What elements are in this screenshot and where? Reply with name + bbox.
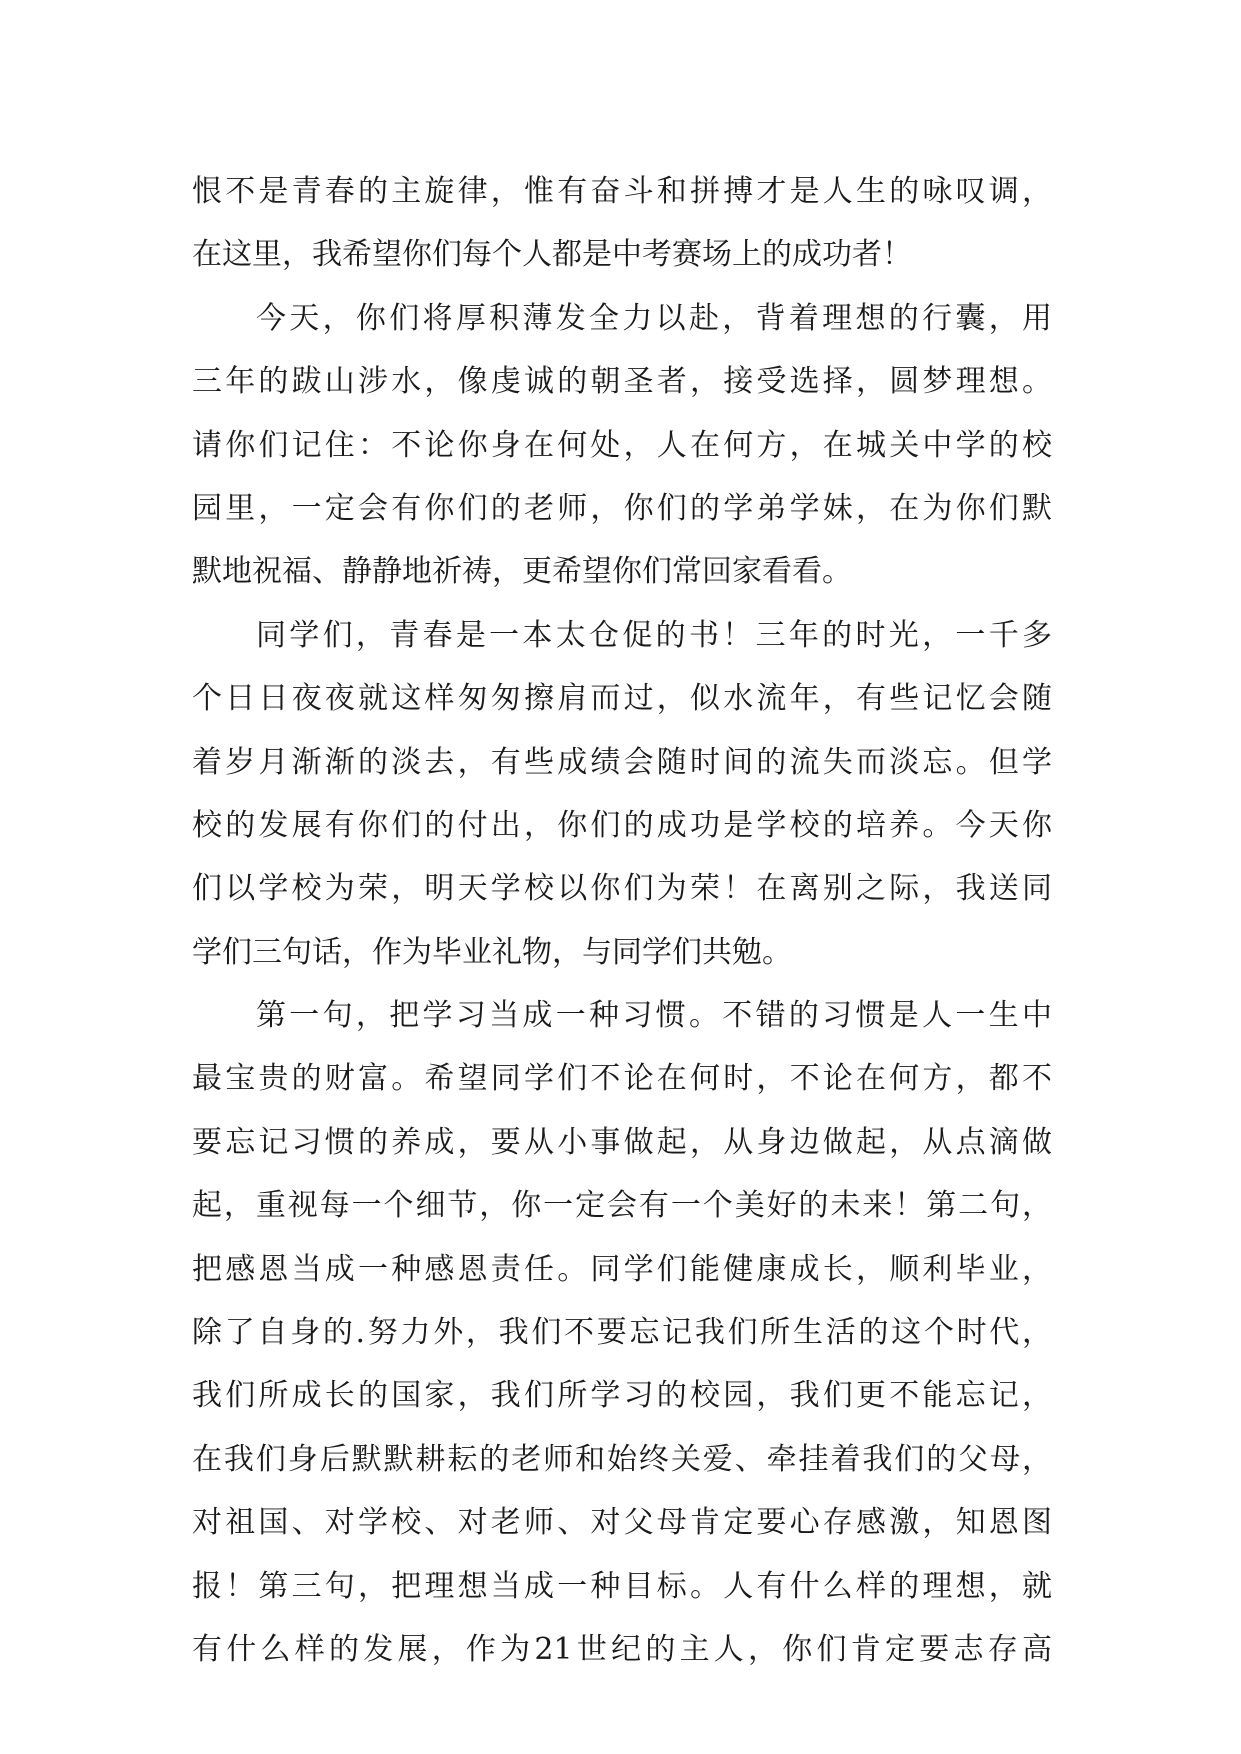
text-line: 要忘记习惯的养成，要从小事做起，从身边做起，从点滴做	[192, 1124, 1052, 1160]
text-line: 园里，一定会有你们的老师，你们的学弟学妹，在为你们默	[192, 490, 1052, 526]
text-line: 个日日夜夜就这样匆匆擦肩而过，似水流年，有些记忆会随	[192, 681, 1052, 717]
text-line: 恨不是青春的主旋律，惟有奋斗和拼搏才是人生的咏叹调，	[192, 174, 1052, 209]
text-line: 在这里，我希望你们每个人都是中考赛场上的成功者！	[192, 237, 912, 273]
document-body	[192, 160, 1052, 1681]
text-line: 第一句，把学习当成一种习惯。不错的习惯是人一生中	[256, 998, 1052, 1034]
text-line: 今天，你们将厚积薄发全力以赴，背着理想的行囊，用	[256, 300, 1052, 336]
text-line: 把感恩当成一种感恩责任。同学们能健康成长，顺利毕业，	[192, 1251, 1052, 1287]
text-line: 校的发展有你们的付出，你们的成功是学校的培养。今天你	[192, 807, 1052, 843]
text-line: 对祖国、对学校、对老师、对父母肯定要心存感激，知恩图	[192, 1505, 1052, 1541]
text-line: 学们三句话，作为毕业礼物，与同学们共勉。	[192, 934, 792, 970]
text-line: 最宝贵的财富。希望同学们不论在何时，不论在何方，都不	[192, 1061, 1052, 1097]
text-line: 着岁月渐渐的淡去，有些成绩会随时间的流失而淡忘。但学	[192, 744, 1052, 780]
text-line: 三年的跋山涉水，像虔诚的朝圣者，接受选择，圆梦理想。	[192, 364, 1052, 400]
text-line: 报！第三句，把理想当成一种目标。人有什么样的理想，就	[192, 1568, 1052, 1604]
text-line: 请你们记住：不论你身在何处，人在何方，在城关中学的校	[192, 427, 1052, 463]
text-line: 起，重视每一个细节，你一定会有一个美好的未来！第二句，	[192, 1188, 1052, 1224]
text-line: 有什么样的发展，作为21世纪的主人，你们肯定要志存高	[192, 1631, 1052, 1667]
text-line: 同学们，青春是一本太仓促的书！三年的时光，一千多	[256, 617, 1052, 653]
text-line: 我们所成长的国家，我们所学习的校园，我们更不能忘记，	[192, 1378, 1052, 1414]
text-line: 除了自身的.努力外，我们不要忘记我们所生活的这个时代，	[192, 1315, 1052, 1351]
text-line: 们以学校为荣，明天学校以你们为荣！在离别之际，我送同	[192, 871, 1052, 907]
text-line: 默地祝福、静静地祈祷，更希望你们常回家看看。	[192, 554, 852, 590]
text-line: 在我们身后默默耕耘的老师和始终关爱、牵挂着我们的父母，	[192, 1441, 1052, 1477]
